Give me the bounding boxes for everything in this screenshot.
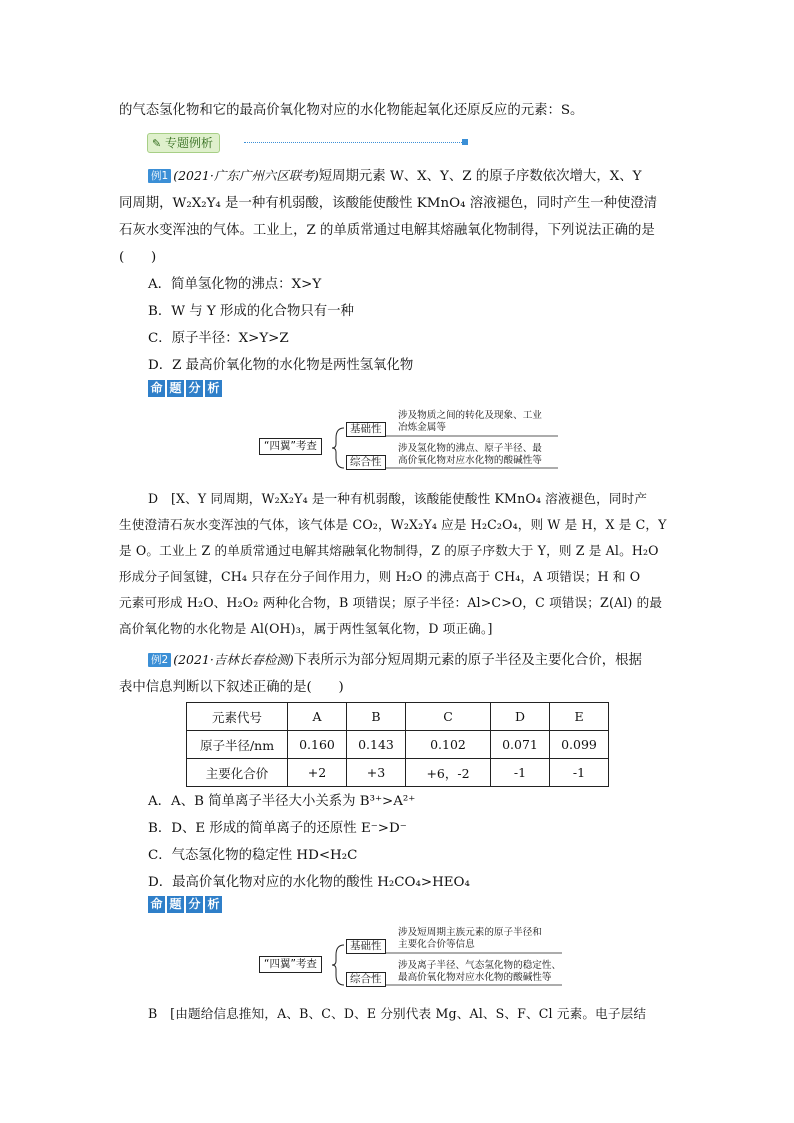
table-cell: 原子半径/nm bbox=[187, 731, 288, 759]
diagram2-branch1: 基础性 bbox=[346, 939, 386, 954]
table-cell: -1 bbox=[550, 759, 609, 787]
divider-end-square bbox=[462, 139, 468, 145]
table-cell: 主要化合价 bbox=[187, 759, 288, 787]
table-cell: +2 bbox=[288, 759, 347, 787]
table-header-cell: C bbox=[406, 703, 491, 731]
analysis-char: 命 bbox=[148, 380, 165, 397]
ex2-line1 bbox=[148, 649, 642, 668]
ans2-line1: B [由题给信息推知，A、B、C、D、E 分别代表 Mg、Al、S、F、Cl 元素。电子层结 bbox=[148, 1006, 647, 1021]
ex2-option-c: C．气态氢化物的稳定性 HD<H₂C bbox=[148, 848, 358, 863]
element-table bbox=[186, 702, 609, 787]
table-cell: 0.071 bbox=[491, 731, 550, 759]
table-header-row bbox=[187, 703, 609, 731]
table-header-cell: D bbox=[491, 703, 550, 731]
diagram2-text1b: 主要化合价等信息 bbox=[398, 939, 475, 950]
diagram1-branch1: 基础性 bbox=[346, 422, 386, 437]
ans1-line2: 生使澄清石灰水变浑浊的气体，该气体是 CO₂，W₂X₂Y₄ 应是 H₂C₂O₄，则 W 是 H，X 是 C，Y bbox=[119, 517, 667, 532]
ex1-option-c: C．原子半径：X>Y>Z bbox=[148, 331, 289, 346]
ans1-line1: D [X、Y 同周期，W₂X₂Y₄ 是一种有机弱酸，该酸能使酸性 KMnO₄ 溶液褪色，同时产 bbox=[148, 491, 648, 506]
table-header-cell: A bbox=[288, 703, 347, 731]
section-divider bbox=[244, 142, 462, 143]
ex1-source: (2021·广东广州六区联考) bbox=[173, 168, 319, 183]
ex1-line3: 石灰水变浑浊的气体。工业上，Z 的单质常通过电解其熔融氧化物制得，下列说法正确的是 bbox=[119, 223, 655, 238]
ex2-tag: 例2 bbox=[148, 653, 171, 667]
analysis-char: 题 bbox=[167, 380, 184, 397]
section-banner bbox=[147, 133, 220, 153]
ans1-line4: 形成分子间氢键，CH₄ 只存在分子间作用力，则 H₂O 的沸点高于 CH₄，A 项错误；H 和 O bbox=[119, 569, 641, 584]
table-cell: +3 bbox=[347, 759, 406, 787]
section-label: 专题例析 bbox=[165, 136, 214, 150]
table-header-cell: B bbox=[347, 703, 406, 731]
analysis-label-2 bbox=[148, 896, 222, 913]
diagram1-text1a: 涉及物质之间的转化及现象、工业 bbox=[398, 410, 542, 421]
diagram2-text2b: 最高价氧化物对应水化物的酸碱性等 bbox=[398, 972, 552, 983]
ex1-line2: 同周期，W₂X₂Y₄ 是一种有机弱酸，该酸能使酸性 KMnO₄ 溶液褪色，同时产生一种使澄清 bbox=[119, 196, 658, 211]
analysis-char: 题 bbox=[167, 896, 184, 913]
diagram2-text2a: 涉及离子半径、气态氢化物的稳定性、 bbox=[398, 960, 562, 971]
table-cell: +6，-2 bbox=[406, 759, 491, 787]
analysis-char: 析 bbox=[205, 896, 222, 913]
ex1-option-d: D．Z 最高价氧化物的水化物是两性氢氧化物 bbox=[148, 358, 414, 373]
diagram1-text1b: 冶炼金属等 bbox=[398, 422, 446, 433]
ex1-line1 bbox=[148, 165, 641, 184]
pencil-icon: ✎ bbox=[152, 137, 162, 150]
table-cell: 0.102 bbox=[406, 731, 491, 759]
ex2-option-b: B．D、E 形成的简单离子的还原性 E⁻>D⁻ bbox=[148, 821, 407, 836]
table-header-cell: E bbox=[550, 703, 609, 731]
table-row bbox=[187, 759, 609, 787]
table-cell: 0.143 bbox=[347, 731, 406, 759]
diagram2-branch2: 综合性 bbox=[346, 972, 386, 987]
table-row bbox=[187, 731, 609, 759]
analysis-char: 分 bbox=[186, 380, 203, 397]
table-cell: 0.099 bbox=[550, 731, 609, 759]
ex2-line2: 表中信息判断以下叙述正确的是( ) bbox=[119, 680, 344, 695]
analysis-char: 命 bbox=[148, 896, 165, 913]
ex1-option-b: B．W 与 Y 形成的化合物只有一种 bbox=[148, 304, 354, 319]
analysis-char: 分 bbox=[186, 896, 203, 913]
diagram2-text1a: 涉及短周期主族元素的原子半径和 bbox=[398, 927, 542, 938]
diagram2-root: “四翼”考查 bbox=[259, 956, 322, 973]
table-cell: 0.160 bbox=[288, 731, 347, 759]
ex1-text1: 短周期元素 W、X、Y、Z 的原子序数依次增大，X、Y bbox=[318, 169, 642, 184]
ex1-tag: 例1 bbox=[148, 169, 171, 183]
table-cell: -1 bbox=[491, 759, 550, 787]
ex2-option-d: D．最高价氧化物对应的水化物的酸性 H₂CO₄>HEO₄ bbox=[148, 875, 470, 890]
diagram1-text2b: 高价氧化物对应水化物的酸碱性等 bbox=[398, 455, 542, 466]
ex1-option-a: A．简单氢化物的沸点：X>Y bbox=[148, 277, 322, 292]
ans1-line6: 高价氧化物的水化物是 Al(OH)₃，属于两性氢氧化物，D 项正确。] bbox=[119, 621, 493, 636]
ex2-option-a: A．A、B 简单离子半径大小关系为 B³⁺>A²⁺ bbox=[148, 794, 416, 809]
ans1-line5: 元素可形成 H₂O、H₂O₂ 两种化合物，B 项错误；原子半径：Al>C>O，C 项错误；Z(Al) 的最 bbox=[119, 595, 663, 610]
diagram1-root: “四翼”考查 bbox=[259, 438, 322, 455]
ex2-source: (2021·吉林长春检测) bbox=[173, 652, 294, 667]
intro-line: 的气态氢化物和它的最高价氧化物对应的水化物能起氧化还原反应的元素：S。 bbox=[119, 103, 584, 118]
ex2-text1: 下表所示为部分短周期元素的原子半径及主要化合价，根据 bbox=[293, 653, 642, 668]
analysis-label-1 bbox=[148, 380, 222, 397]
ex1-line4: ( ) bbox=[119, 250, 157, 265]
diagram1-branch2: 综合性 bbox=[346, 455, 386, 470]
ans1-line3: 是 O。工业上 Z 的单质常通过电解其熔融氧化物制得，Z 的原子序数大于 Y，则 Z 是 Al。H₂O bbox=[119, 543, 659, 558]
table-header-cell: 元素代号 bbox=[187, 703, 288, 731]
analysis-char: 析 bbox=[205, 380, 222, 397]
diagram1-text2a: 涉及氢化物的沸点、原子半径、最 bbox=[398, 443, 542, 454]
